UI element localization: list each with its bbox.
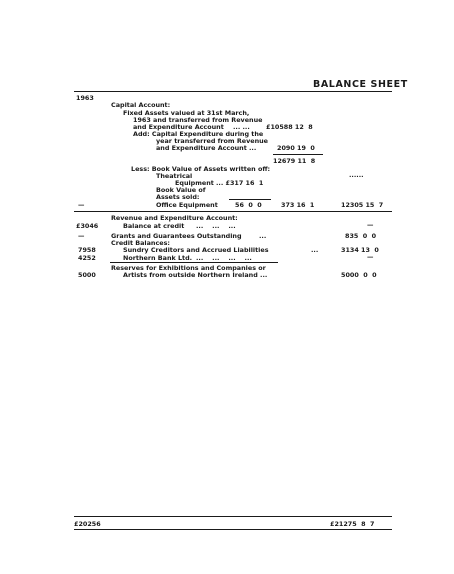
office-label: Office Equipment (156, 201, 218, 209)
theatrical-label-2: Equipment (175, 179, 214, 187)
add-line-2: year transferred from Revenue (156, 137, 269, 145)
grants-current: 835 0 0 (345, 232, 377, 240)
fixed-line-3: and Expenditure Account (133, 123, 224, 131)
office-amount: 56 0 0 (235, 201, 262, 209)
bank-current: — (367, 253, 374, 261)
grants-prior: — (78, 232, 85, 240)
total-rule-bottom (74, 529, 392, 530)
sundry-current: 3134 13 0 (341, 246, 379, 254)
subtotal-rule (273, 154, 323, 155)
grants-dots: ... (259, 232, 267, 240)
office-rule (229, 199, 271, 200)
header-rule (74, 91, 392, 92)
less-line: Less: Book Value of Assets written off: (131, 165, 271, 173)
sundry-prior: 7958 (78, 246, 96, 254)
fixed-line-1: Fixed Assets valued at 31st March, (123, 109, 250, 117)
add-amount: 2090 19 0 (277, 144, 315, 152)
theatrical-label-1: Theatrical (156, 172, 193, 180)
bank-line: Northern Bank Ltd. (123, 254, 193, 262)
fixed-dots: ... ... (233, 123, 250, 131)
book-value-label-1: Book Value of (156, 186, 206, 194)
reserves-prior: 5000 (78, 271, 96, 279)
capital-subtotal: 12679 11 8 (273, 157, 316, 165)
total-current: £21275 8 7 (330, 520, 375, 528)
less-dots: ...... (349, 171, 364, 179)
less-total: 373 16 1 (281, 201, 315, 209)
add-line-1: Add: Capital Expenditure during the (133, 130, 264, 138)
year-label: 1963 (76, 94, 94, 102)
theatrical-amount: ... £317 16 1 (216, 179, 264, 187)
bank-dots: ... ... ... ... (196, 254, 252, 262)
capital-bottom-rule (74, 211, 392, 212)
page-title: BALANCE SHEET (313, 79, 408, 90)
fixed-line-2: 1963 and transferred from Revenue (133, 116, 263, 124)
total-prior: £20256 (74, 520, 101, 528)
credit-heading: Credit Balances: (111, 239, 170, 247)
capital-heading: Capital Account: (111, 101, 171, 109)
revenue-line: Balance at credit (123, 222, 185, 230)
reserves-current: 5000 0 0 (341, 271, 377, 279)
fixed-amount: £10588 12 8 (266, 123, 313, 131)
credit-bottom-rule (110, 262, 278, 263)
revenue-heading: Revenue and Expenditure Account: (111, 214, 238, 222)
revenue-dots: ... ... ... (196, 222, 236, 230)
sundry-line: Sundry Creditors and Accrued Liabilities (123, 246, 269, 254)
add-line-3: and Expenditure Account (156, 144, 247, 152)
revenue-current: — (367, 221, 374, 229)
capital-net: 12305 15 7 (341, 201, 384, 209)
book-value-label-2: Assets sold: (156, 193, 200, 201)
revenue-prior: £3046 (76, 222, 99, 230)
reserves-line-1: Reserves for Exhibitions and Companies or (111, 264, 266, 272)
reserves-line-2: Artists from outside Northern Ireland ... (123, 271, 268, 279)
bank-prior: 4252 (78, 254, 96, 262)
add-dots: ... (249, 144, 257, 152)
prior-dash-capital: — (78, 201, 85, 209)
sundry-dots: ... (311, 246, 319, 254)
grants-line: Grants and Guarantees Outstanding (111, 232, 242, 240)
total-rule-top (74, 516, 392, 517)
